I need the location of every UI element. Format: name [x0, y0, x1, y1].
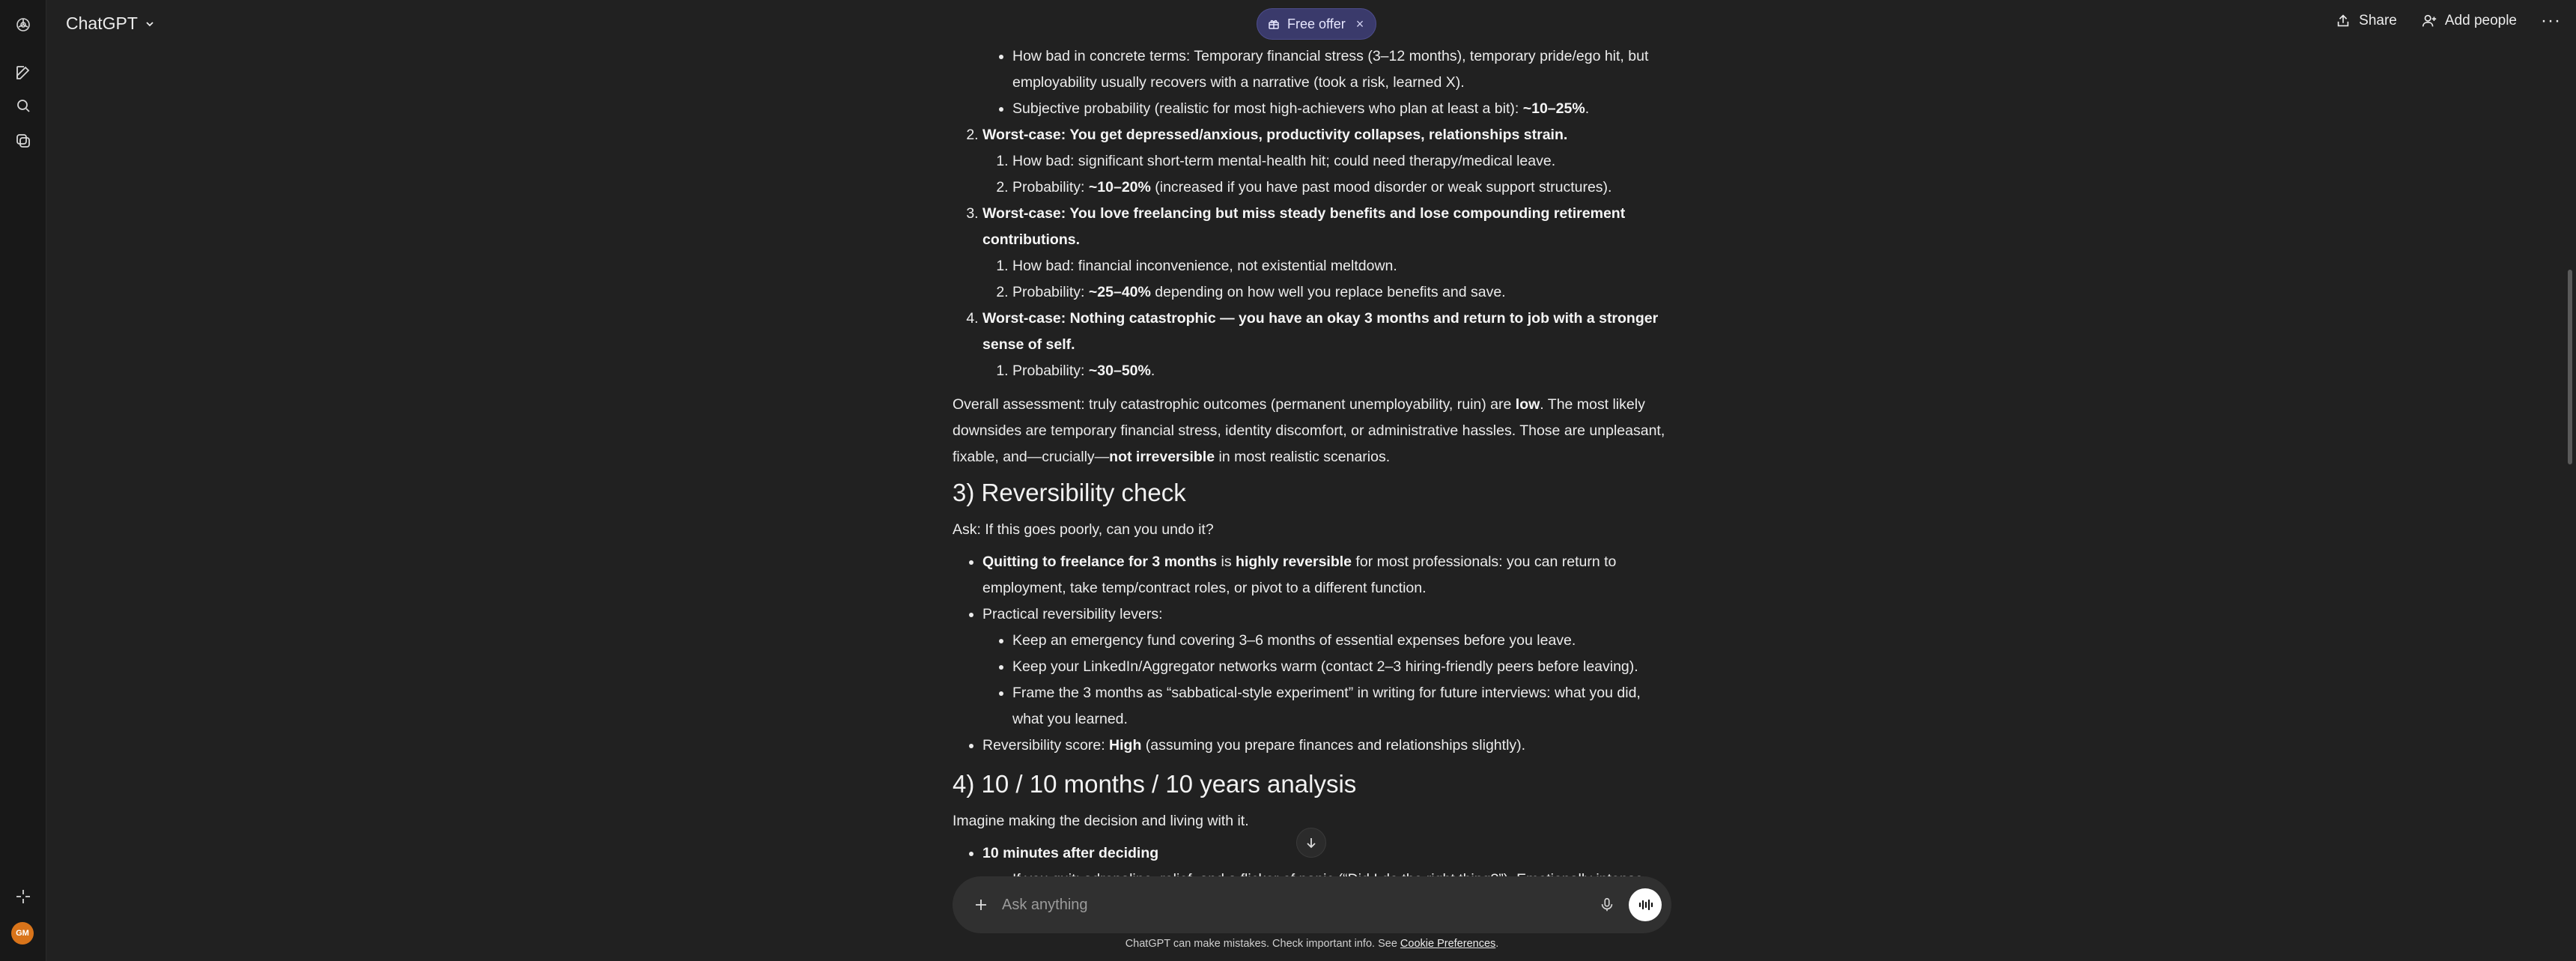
share-button[interactable] [2335, 13, 2397, 29]
ask-input[interactable] [1002, 893, 1556, 917]
dictate-button[interactable] [1595, 893, 1619, 917]
gift-icon [1268, 18, 1280, 30]
list-item: • Keep your LinkedIn/Aggregator networks warm (contact 2–3 hiring-friendly peers before leaving). [1012, 654, 1671, 680]
list-item: 2. Probability: ~10–20% (increased if you have past mood disorder or weak support structures). [1012, 175, 1671, 201]
free-offer-pill[interactable] [1257, 8, 1376, 40]
list-item: 3. Worst-case: You love freelancing but miss steady benefits and lose compounding retirement contributions. 1. How bad: financial inconvenience, not existential meltdown. 2. Probability: ~25–40% depending on how well you replace benefits and save. [982, 201, 1671, 306]
model-name: ChatGPT [66, 13, 138, 33]
new-chat-icon[interactable] [7, 57, 39, 88]
share-icon [2335, 13, 2351, 29]
ten-intro: Imagine making the decision and living with it. [953, 813, 1249, 829]
list-item: • Keep an emergency fund covering 3–6 months of essential expenses before you leave. [1012, 628, 1671, 654]
list-item: 4. Worst-case: Nothing catastrophic — you have an okay 3 months and return to job with a stronger sense of self. 1. Probability: ~30–50%. [982, 306, 1671, 384]
list-item: • Practical reversibility levers: • Keep an emergency fund covering 3–6 months of essential expenses before you leave. • Keep your LinkedIn/Aggregator networks warm (contact 2–3 hiring-friendly peers before leaving). • Frame the 3 months as “sabbatical-style experiment” in writing for future interviews: what you did, what you learned. [982, 601, 1671, 733]
list-item: • Subjective probability (realistic for most high-achievers who plan at least a bit): ~10–25%. [1012, 96, 1671, 122]
list-item: 1. Probability: ~30–50%. [1012, 358, 1671, 384]
voice-mode-icon [1636, 896, 1654, 914]
voice-mode-button[interactable] [1629, 888, 1662, 921]
mic-icon [1599, 897, 1615, 913]
close-icon[interactable]: × [1355, 16, 1364, 31]
list-item: • Quitting to freelance for 3 months is highly reversible for most professionals: you can return to employment, take temp/contract roles, or pivot to a different function. [982, 549, 1671, 601]
list-item: 1. How bad: financial inconvenience, not existential meltdown. [1012, 253, 1671, 279]
list-item: 1. How bad: significant short-term mental-health hit; could need therapy/medical leave. [1012, 148, 1671, 175]
list-item: • Frame the 3 months as “sabbatical-style experiment” in writing for future interviews: what you did, what you learned. [1012, 680, 1671, 733]
sparkle-icon[interactable] [7, 881, 39, 912]
heading-reversibility: 3) Reversibility check [953, 479, 1186, 506]
reversibility-intro: Ask: If this goes poorly, can you undo it? [953, 521, 1214, 538]
worst-case-1-sublist [953, 43, 1671, 122]
reversibility-list [953, 549, 1671, 759]
plus-icon [972, 896, 990, 914]
overall-assessment: Overall assessment: truly catastrophic outcomes (permanent unemployability, ruin) are low. The most likely downsides are temporary financial stress, identity discomfort, or administrative hassles. Those are unpleasant, fixable, and—crucially—not irreversible in most realistic scenarios. [953, 396, 1665, 465]
avatar[interactable]: GM [11, 922, 34, 945]
composer [953, 876, 1671, 933]
list-item: • 10 minutes after deciding • [982, 840, 1671, 893]
list-item: 2. Worst-case: You get depressed/anxious, productivity collapses, relationships strain. 1. How bad: significant short-term mental-health hit; could need therapy/medical leave. 2. Probability: ~10–20% (increased if you have past mood disorder or weak support structures). [982, 122, 1671, 201]
cookie-preferences-link[interactable]: Cookie Preferences [1400, 938, 1496, 950]
worst-case-list [953, 122, 1671, 384]
list-item: 2. Probability: ~25–40% depending on how well you replace benefits and save. [1012, 279, 1671, 306]
search-icon[interactable] [7, 90, 39, 121]
scrollbar-thumb[interactable] [2568, 270, 2572, 464]
list-item: • Reversibility score: High (assuming you prepare finances and relationships slightly). [982, 733, 1671, 759]
free-offer-label: Free offer [1287, 16, 1346, 31]
heading-10-10-10: 4) 10 / 10 months / 10 years analysis [953, 770, 1357, 798]
list-item: • How bad in concrete terms: Temporary financial stress (3–12 months), temporary pride/ego hit, but employability usually recovers with a narrative (took a risk, learned X). [1012, 43, 1671, 96]
add-person-icon [2421, 13, 2437, 29]
header-actions [2335, 10, 2561, 31]
attach-button[interactable] [969, 893, 993, 917]
share-label: Share [2359, 13, 2397, 28]
add-people-button[interactable] [2421, 13, 2517, 29]
conversation-content [953, 43, 1671, 860]
disclaimer: ChatGPT can make mistakes. Check important info. See Cookie Preferences. [1125, 938, 1499, 950]
scrollbar-track[interactable] [2567, 46, 2573, 908]
arrow-down-icon [1304, 835, 1319, 850]
add-people-label: Add people [2444, 13, 2518, 28]
top-header [46, 0, 2576, 48]
chevron-down-icon [144, 18, 156, 30]
library-icon[interactable] [7, 124, 39, 156]
openai-logo-icon[interactable] [7, 9, 39, 40]
more-options-button[interactable]: ··· [2541, 10, 2561, 31]
scroll-to-bottom-button[interactable] [1296, 828, 1326, 858]
model-selector[interactable] [66, 13, 156, 34]
sidebar-rail [0, 0, 46, 961]
